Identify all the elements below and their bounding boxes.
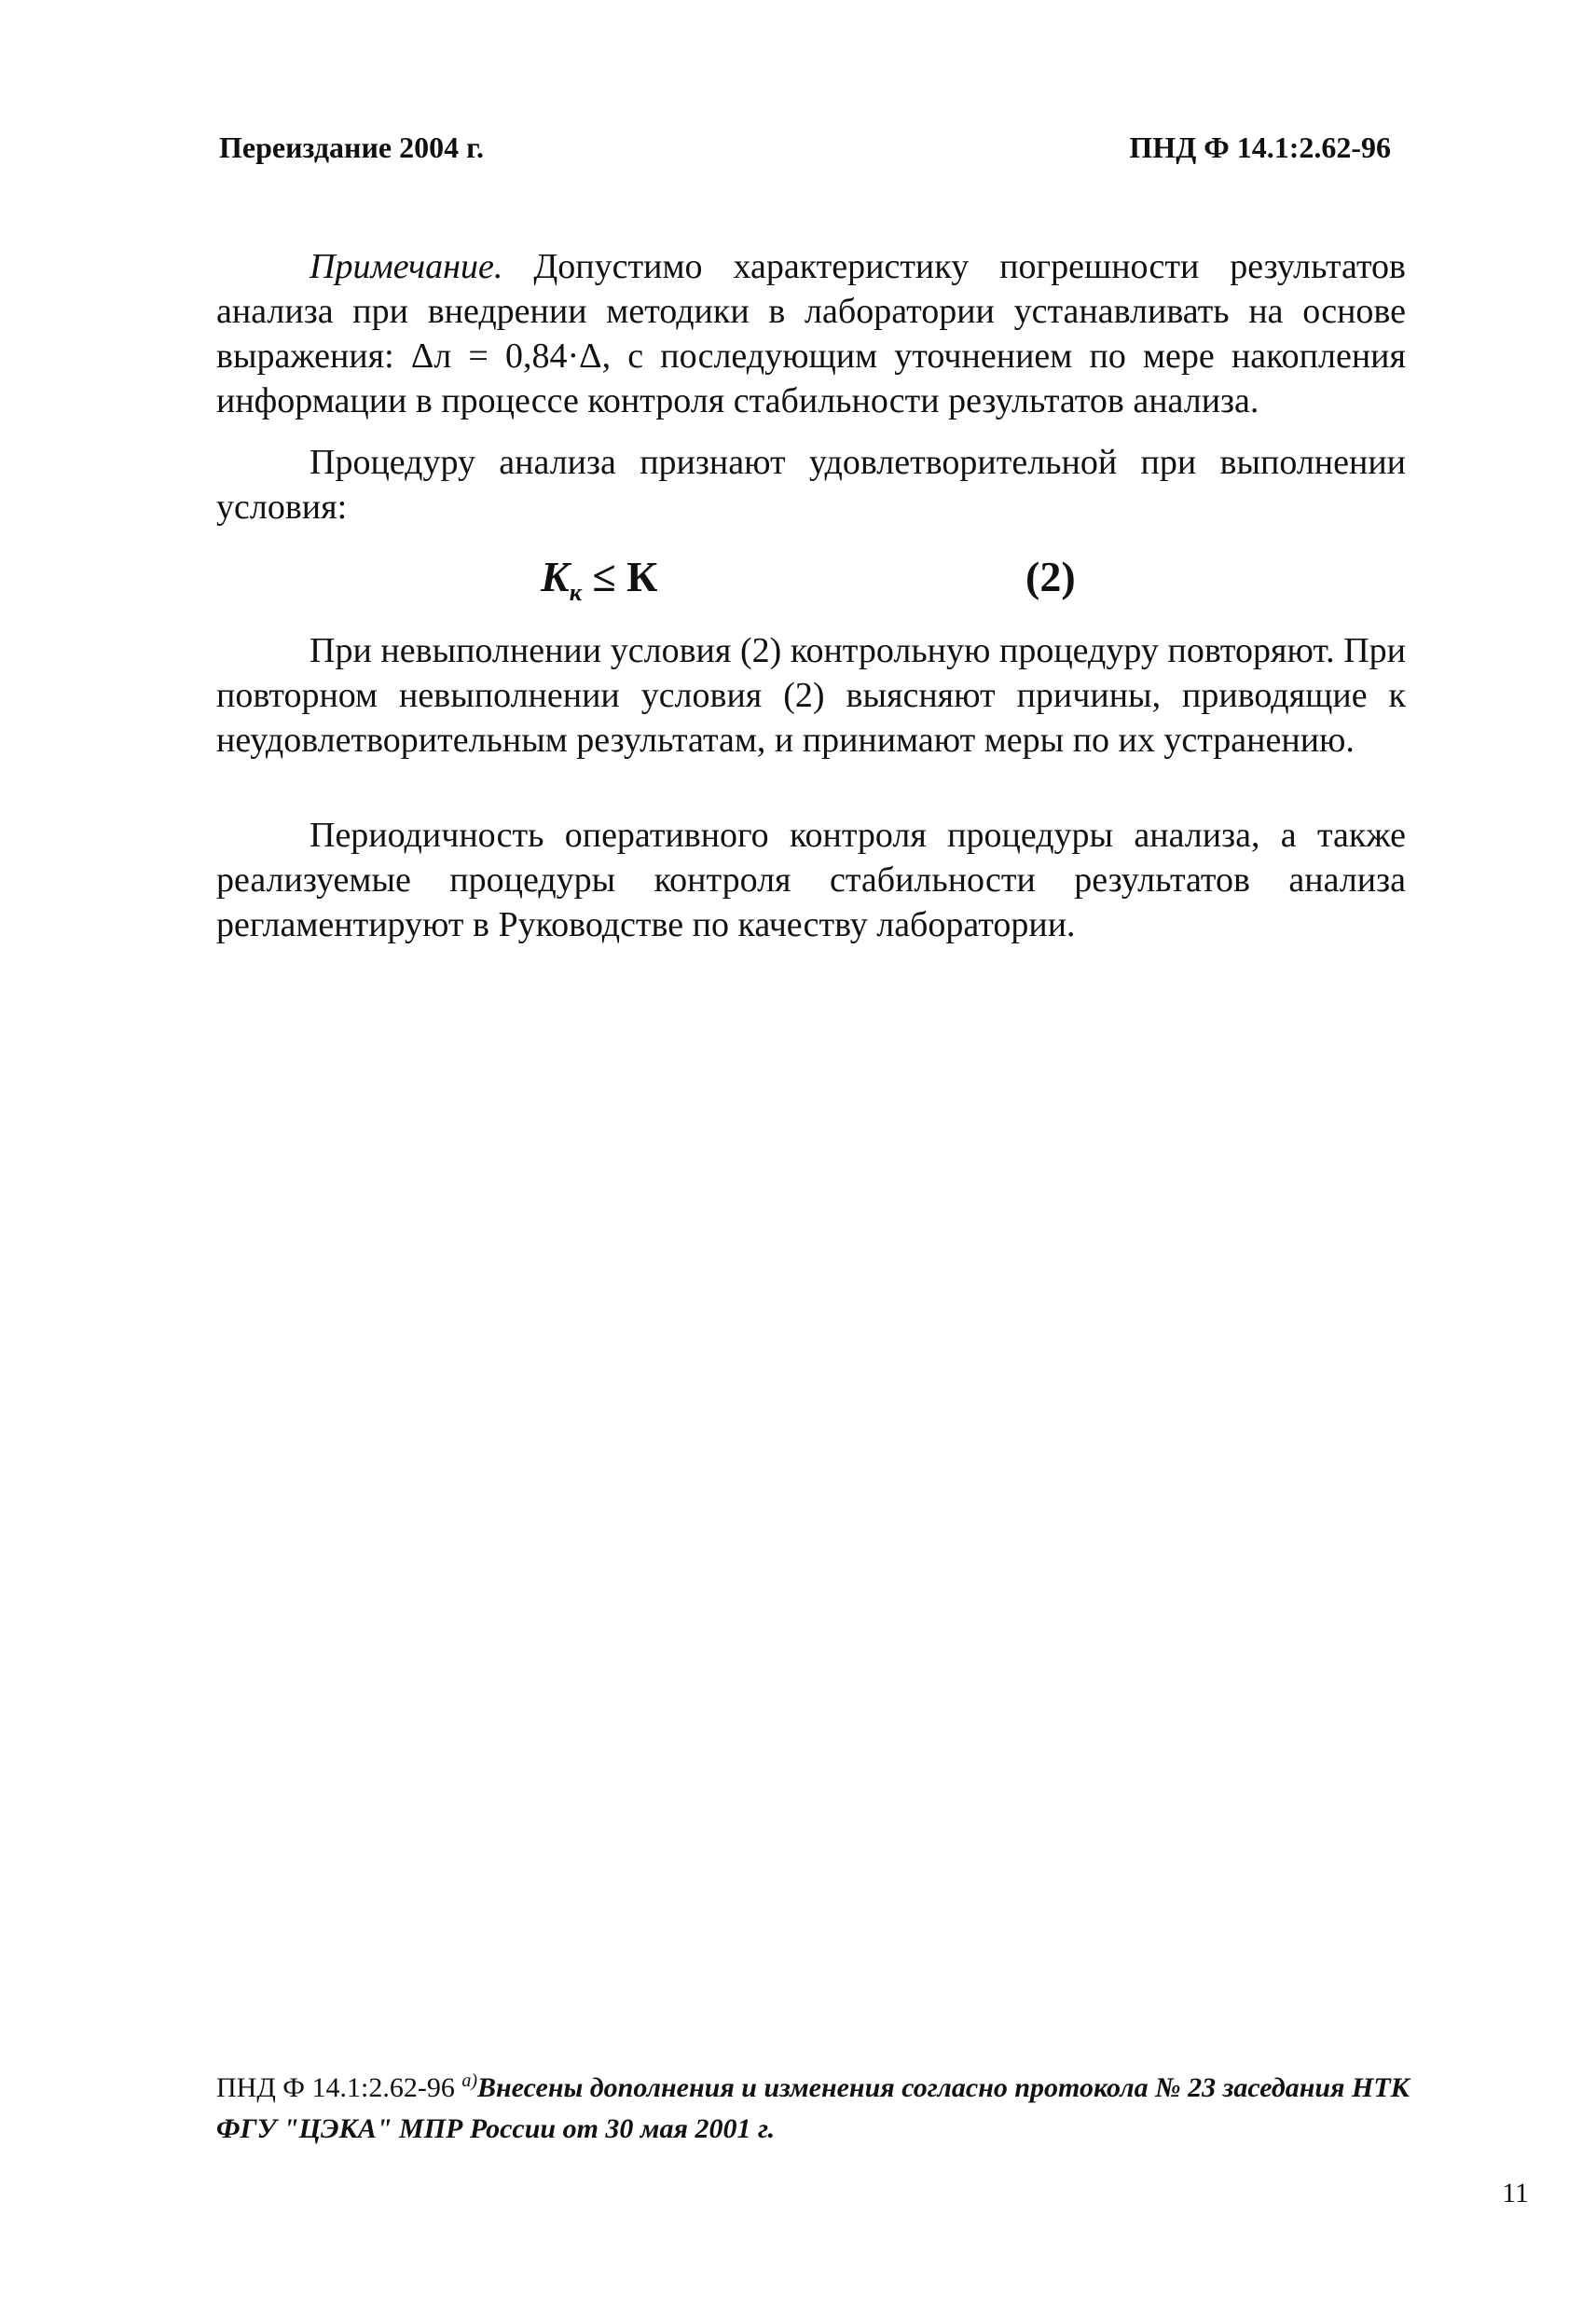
repeat-block	[216, 628, 1406, 763]
formula-expression	[541, 552, 657, 607]
formula-2	[541, 552, 1100, 608]
formula-lhs: K	[541, 553, 570, 600]
condition-block	[216, 440, 1406, 530]
condition-paragraph: Процедуру анализа признают удовлетворительной при выполнении условия:	[216, 443, 1406, 527]
footnote-marker: а)	[461, 2070, 477, 2091]
note-block	[216, 244, 1406, 423]
footnote-code: ПНД Ф 14.1:2.62-96	[216, 2072, 455, 2103]
formula-lhs-subscript: к	[569, 579, 582, 607]
formula-rhs: ≤ К	[581, 553, 658, 600]
page-number: 11	[1502, 2178, 1529, 2208]
note-text: Допустимо характеристику погрешности результатов анализа при внедрении методики в лаборатории устанавливать на основе выражения: Δл = 0,84·Δ, с последующим уточнением по мере накопления информации в процессе контроля стабильности результатов анализа.	[216, 247, 1406, 420]
repeat-paragraph: При невыполнении условия (2) контрольную процедуру повторяют. При повторном невыполнении условия (2) выясняют причины, приводящие к неудовлетворительным результатам, и принимают меры по их устранению.	[216, 631, 1406, 760]
note-label: Примечание.	[310, 247, 503, 286]
periodicity-paragraph: Периодичность оперативного контроля процедуры анализа, а также реализуемые процедуры контроля стабильности результатов анализа регламентируют в Руководстве по качеству лаборатории.	[216, 816, 1406, 944]
note-paragraph	[216, 244, 1406, 423]
footnote-text: Внесены дополнения и изменения согласно протокола № 23 заседания НТК ФГУ "ЦЭКА" МПР России от 30 мая 2001 г.	[216, 2072, 1410, 2144]
periodicity-block	[216, 813, 1406, 947]
footnote	[216, 2060, 1410, 2150]
formula-number: (2)	[1025, 553, 1076, 600]
header-document-code: ПНД Ф 14.1:2.62-96	[1129, 131, 1391, 164]
header-edition: Переиздание 2004 г.	[219, 131, 484, 164]
